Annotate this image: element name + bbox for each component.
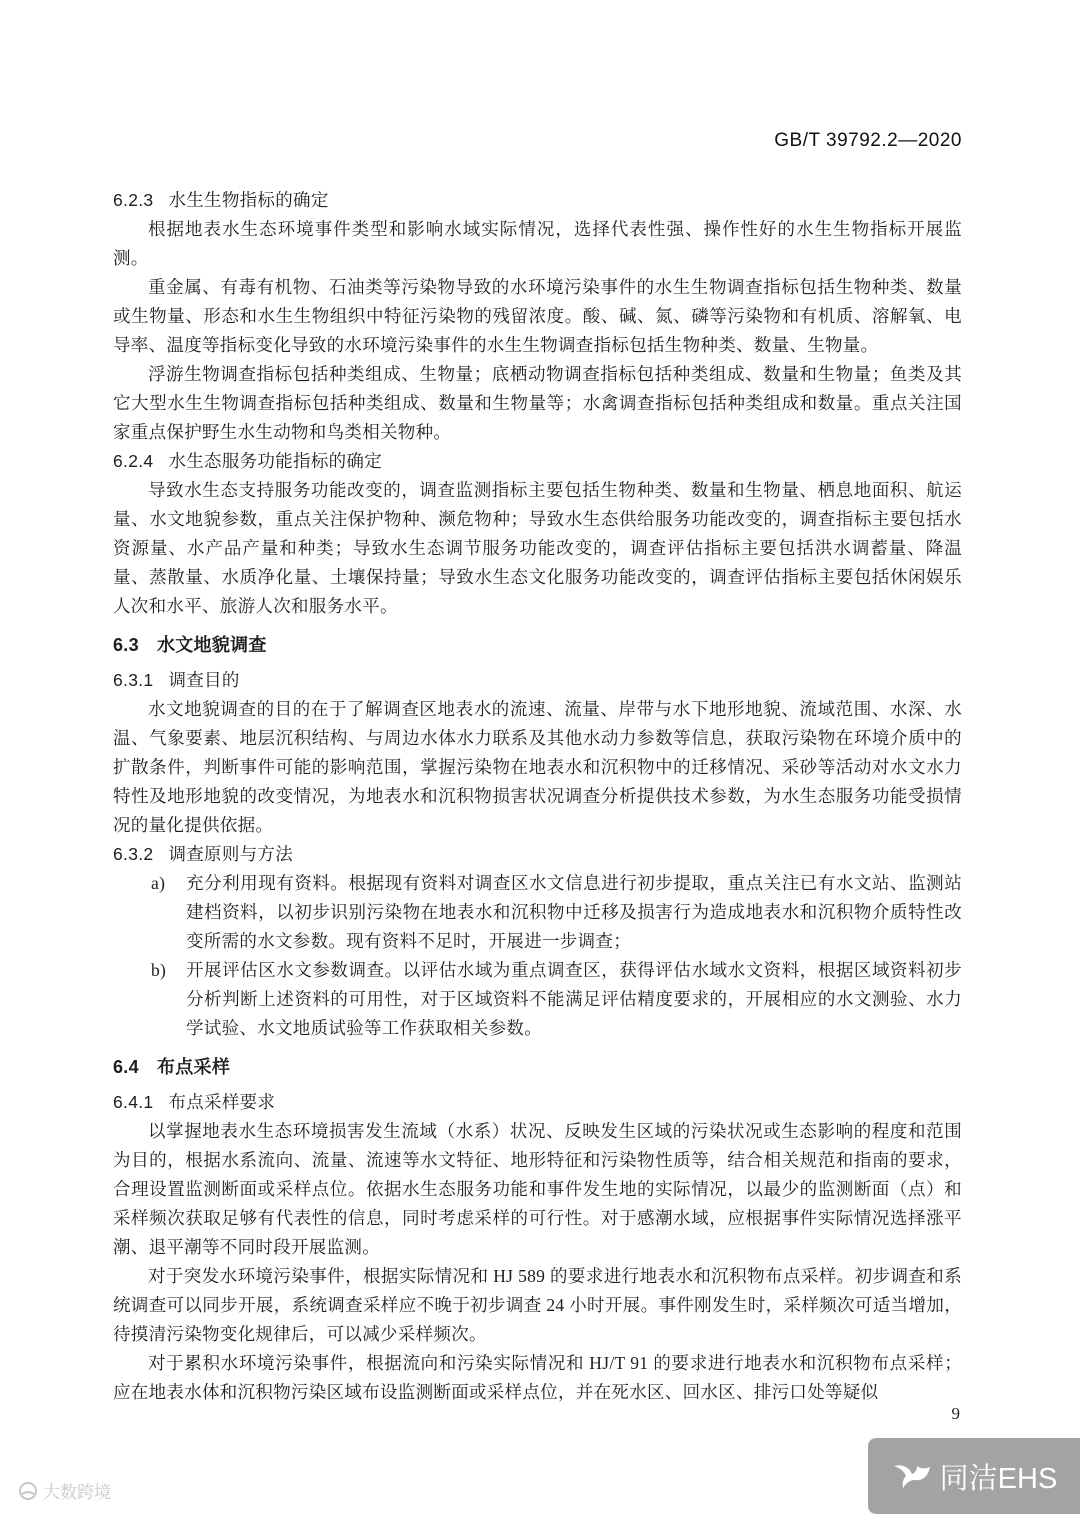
clause-heading-6-2-4 [113,447,962,476]
paragraph: 以掌握地表水生态环境损害发生流域（水系）状况、反映发生区域的污染状况或生态影响的程度和范围为目的，根据水系流向、流量、流速等水文特征、地形特征和污染物性质等，结合相关规范和指南的要求，合理设置监测断面或采样点位。依据水生态服务功能和事件发生地的实际情况，以最少的监测断面（点）和采样频次获取足够有代表性的信息，同时考虑采样的可行性。对于感潮水域，应根据事件实际情况选择涨平潮、退平潮等不同时段开展监测。 [113,1121,962,1257]
list-text: 开展评估区水文参数调查。以评估水域为重点调查区，获得评估水域水文资料，根据区域资料初步分析判断上述资料的可用性，对于区域资料不能满足评估精度要求的，开展相应的水文测验、水力学试验、水文地质试验等工作获取相关参数。 [186,960,962,1038]
section-number: 6.3 [113,635,139,655]
section-title: 布点采样 [156,1057,231,1077]
list-item-a [113,869,962,956]
paragraph: 水文地貌调查的目的在于了解调查区地表水的流速、流量、岸带与水下地形地貌、流域范围、水深、水温、气象要素、地层沉积结构、与周边水体水力联系及其他水动力参数等信息，获取污染物在环境介质中的扩散条件，判断事件可能的影响范围，掌握污染物在地表水和沉积物中的迁移情况、采砂等活动对水文水力特性及地形地貌的改变情况，为地表水和沉积物损害状况调查分析提供技术参数，为水生态服务功能受损情况的量化提供依据。 [113,699,962,835]
clause-number: 6.3.2 [113,844,154,864]
paragraph: 导致水生态支持服务功能改变的，调查监测指标主要包括生物种类、数量和生物量、栖息地面积、航运量、水文地貌参数，重点关注保护物种、濒危物种；导致水生态供给服务功能改变的，调查指标主要包括水资源量、水产品产量和种类；导致水生态调节服务功能改变的，调查评估指标主要包括洪水调蓄量、降温量、蒸散量、水质净化量、土壤保持量；导致水生态文化服务功能改变的，调查评估指标主要包括休闲娱乐人次和水平、旅游人次和服务水平。 [113,480,962,616]
clause-number: 6.3.1 [113,670,154,690]
clause-heading-6-4-1 [113,1088,962,1117]
paragraph: 浮游生物调查指标包括种类组成、生物量；底栖动物调查指标包括种类组成、数量和生物量；鱼类及其它大型水生生物调查指标包括种类组成、数量和生物量等；水禽调查指标包括种类组成和数量。重点关注国家重点保护野生水生动物和鸟类相关物种。 [113,364,962,442]
paragraph: 重金属、有毒有机物、石油类等污染物导致的水环境污染事件的水生生物调查指标包括生物种类、数量或生物量、形态和水生生物组织中特征污染物的残留浓度。酸、碱、氮、磷等污染物和有机质、溶解氧、电导率、温度等指标变化导致的水环境污染事件的水生生物调查指标包括生物种类、数量、生物量。 [113,277,962,355]
list-item-b [113,956,962,1043]
clause-heading-6-3-2 [113,840,962,869]
section-number: 6.4 [113,1057,139,1077]
daishukuajing-logo-icon [18,1481,38,1501]
clause-title: 水生生物指标的确定 [168,190,329,210]
clause-title: 调查目的 [168,670,240,690]
dove-icon [891,1459,931,1493]
logo-text: 同洁EHS [939,1462,1058,1495]
paragraph: 对于累积水环境污染事件，根据流向和污染实际情况和 HJ/T 91 的要求进行地表水和沉积物布点采样；应在地表水体和沉积物污染区域布设监测断面或采样点位，并在死水区、回水区、排污口处等疑似 [113,1353,962,1402]
list-label: b) [151,960,167,980]
clause-number: 6.2.3 [113,190,154,210]
page-number: 9 [951,1404,960,1423]
watermark-text: 大数跨境 [43,1483,111,1502]
clause-title: 水生态服务功能指标的确定 [168,451,383,471]
standard-number-header: GB/T 39792.2—2020 [774,130,962,151]
clause-number: 6.4.1 [113,1092,154,1112]
section-heading-6-3 [113,631,962,660]
list-text: 充分利用现有资料。根据现有资料对调查区水文信息进行初步提取，重点关注已有水文站、监测站建档资料，以初步识别污染物在地表水和沉积物中迁移及损害行为造成地表水和沉积物介质特性改变所需的水文参数。现有资料不足时，开展进一步调查； [186,873,962,951]
document-content [113,186,962,1407]
clause-title: 布点采样要求 [168,1092,276,1112]
section-heading-6-4 [113,1053,962,1082]
clause-heading-6-3-1 [113,666,962,695]
clause-heading-6-2-3 [113,186,962,215]
paragraph: 根据地表水生态环境事件类型和影响水域实际情况，选择代表性强、操作性好的水生生物指标开展监测。 [113,219,962,268]
clause-number: 6.2.4 [113,451,154,471]
list-label: a) [151,873,166,893]
paragraph: 对于突发水环境污染事件，根据实际情况和 HJ 589 的要求进行地表水和沉积物布点采样。初步调查和系统调查可以同步开展，系统调查采样应不晚于初步调查 24 小时开展。事件刚发生时，采样频次可适当增加，待摸清污染物变化规律后，可以减少采样频次。 [113,1266,962,1344]
clause-title: 调查原则与方法 [168,844,294,864]
section-title: 水文地貌调查 [156,635,267,655]
daishukuajing-watermark [18,1478,111,1503]
tongjie-ehs-logo [868,1438,1080,1514]
